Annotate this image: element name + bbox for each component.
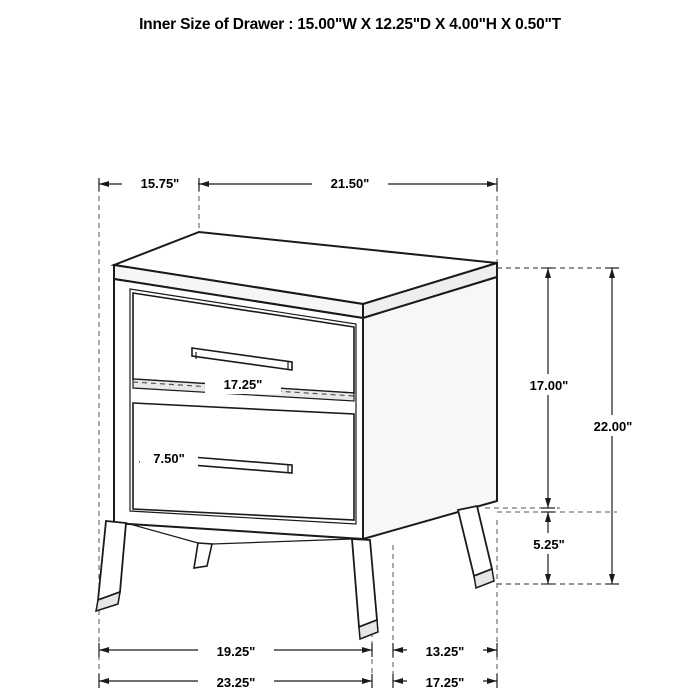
label-overall-width-front: 23.25" <box>216 675 256 690</box>
label-upper-drawer-width: 17.25" <box>223 377 263 392</box>
label-base-depth-front: 19.25" <box>216 644 256 659</box>
leg-back-right <box>458 506 492 576</box>
page-title: Inner Size of Drawer : 15.00"W X 12.25"D X 4.00"H X 0.50"T <box>139 16 561 33</box>
label-base-depth-side: 13.25" <box>425 644 465 659</box>
leg-front-right <box>352 539 377 627</box>
label-top-right-width: 21.50" <box>330 176 370 191</box>
label-top-left-width: 15.75" <box>140 176 180 191</box>
label-total-height: 22.00" <box>593 419 633 434</box>
label-case-height: 17.00" <box>529 378 569 393</box>
label-lower-drawer-width: 7.50" <box>153 451 185 466</box>
nightstand-body <box>96 232 497 639</box>
leg-back-left <box>194 543 212 568</box>
leg-front-left <box>98 521 126 600</box>
case-side <box>363 277 497 539</box>
label-overall-width-side: 17.25" <box>425 675 465 690</box>
label-leg-height: 5.25" <box>533 537 565 552</box>
